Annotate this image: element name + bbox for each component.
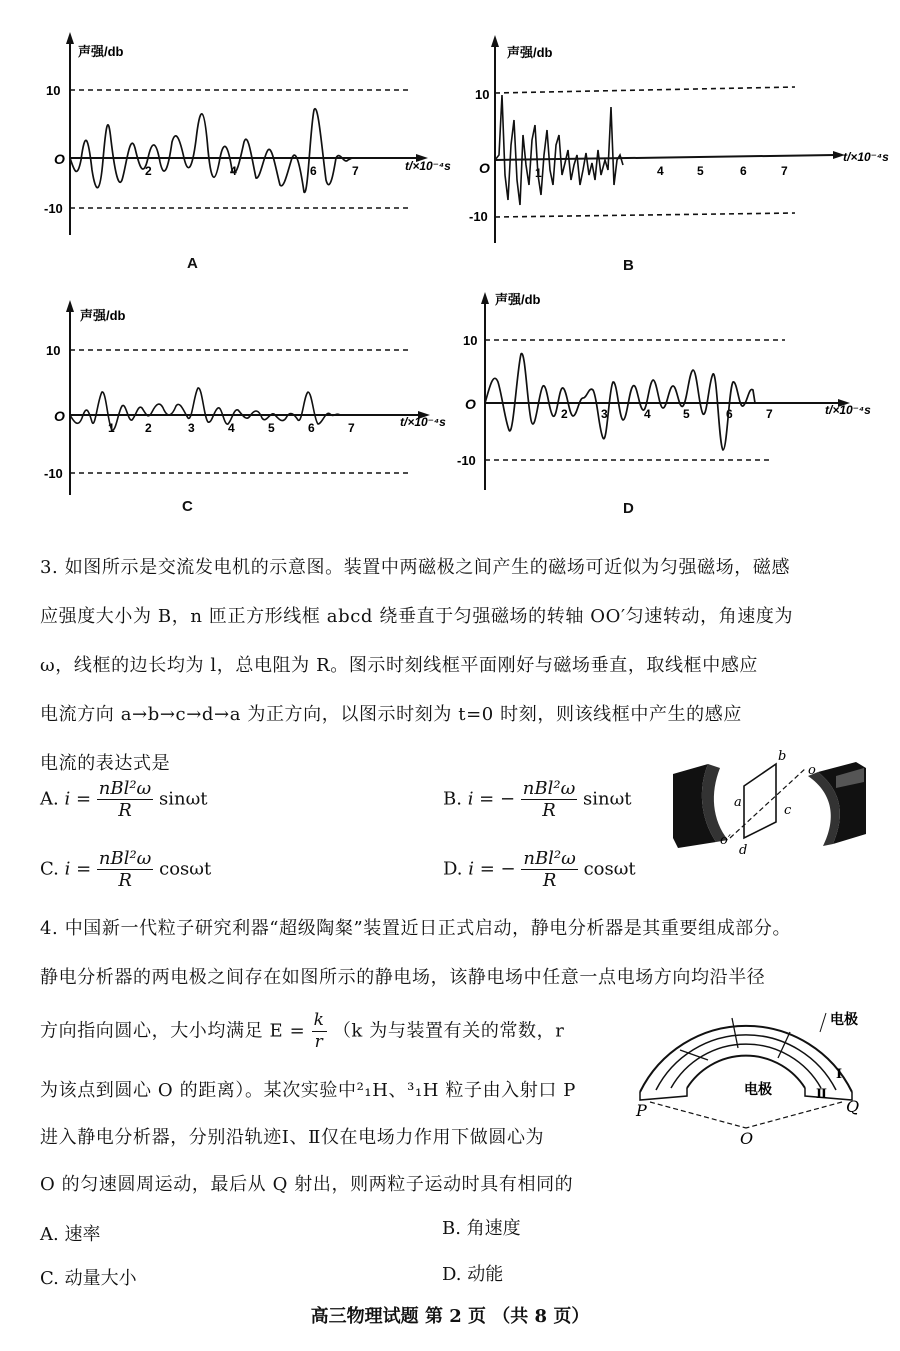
lhs: i = xyxy=(64,788,92,810)
tick-neg10: -10 xyxy=(457,453,476,468)
q4-line-1: 4. 中国新一代粒子研究利器“超级陶粲”装置近日正式启动，静电分析器是其重要组成部分。 xyxy=(40,918,792,939)
graph-label-d: D xyxy=(623,500,634,517)
lhs: i = xyxy=(64,858,92,880)
label-d: d xyxy=(739,843,748,858)
tick-10: 10 xyxy=(475,87,490,102)
trig: sinωt xyxy=(583,788,632,810)
option-letter: A. xyxy=(40,788,59,810)
graph-a xyxy=(40,30,460,270)
q4-option-a[interactable]: A. 速率 xyxy=(40,1224,101,1245)
graph-b-svg xyxy=(465,35,889,275)
graph-c xyxy=(40,300,460,540)
tick-10: 10 xyxy=(46,343,61,358)
tick-2: 2 xyxy=(145,164,152,178)
x-axis-label: t/×10⁻⁴s xyxy=(843,150,889,164)
option-letter: D. xyxy=(443,858,463,880)
tick-7: 7 xyxy=(352,164,359,178)
tick-neg10: -10 xyxy=(44,201,63,216)
numerator: nBl²ω xyxy=(98,778,152,799)
denominator: R xyxy=(118,870,132,891)
denominator: R xyxy=(118,800,132,821)
tick-6: 6 xyxy=(310,164,317,178)
fraction xyxy=(97,778,153,821)
label-b: b xyxy=(778,749,787,764)
tick-5: 5 xyxy=(697,164,704,178)
tick-3: 3 xyxy=(188,421,195,435)
trig: cosωt xyxy=(583,858,636,880)
graph-d-svg xyxy=(455,290,885,530)
tick-7: 7 xyxy=(766,407,773,421)
origin-label: O xyxy=(479,160,490,176)
label-o-prime: o′ xyxy=(720,833,731,848)
q4-option-b[interactable]: B. 角速度 xyxy=(442,1218,521,1239)
q4-line-4: 为该点到圆心 O 的距离）。某次实验中²₁H、³₁H 粒子由入射口 P xyxy=(40,1080,577,1101)
frac-den: r xyxy=(314,1032,324,1052)
origin-label: O xyxy=(465,396,476,412)
label-c: c xyxy=(784,803,792,818)
tick-5: 5 xyxy=(683,407,690,421)
label-o: o xyxy=(808,763,816,778)
tick-6: 6 xyxy=(740,164,747,178)
tick-4: 4 xyxy=(230,164,237,178)
graph-label-a: A xyxy=(187,255,198,272)
q4-option-c[interactable]: C. 动量大小 xyxy=(40,1268,137,1289)
label-a: a xyxy=(734,795,742,810)
tick-4: 4 xyxy=(644,407,651,421)
numerator: nBl²ω xyxy=(98,848,152,869)
waveform-a xyxy=(70,109,352,193)
q4-line-6: O 的匀速圆周运动，最后从 Q 射出，则两粒子运动时具有相同的 xyxy=(40,1174,574,1195)
q4-line-2: 静电分析器的两电极之间存在如图所示的静电场，该静电场中任意一点电场方向均沿半径 xyxy=(40,967,766,988)
q4-line-3-b: （k 为与装置有关的常数，r xyxy=(332,1020,565,1042)
tick-2: 2 xyxy=(561,407,568,421)
tick-3: 3 xyxy=(601,407,608,421)
graph-c-svg xyxy=(40,300,460,540)
q3-line-4: 电流方向 a→b→c→d→a 为正方向，以图示时刻为 t=0 时刻，则该线框中产生的感应 xyxy=(40,704,742,725)
q3-line-2: 应强度大小为 B，n 匝正方形线框 abcd 绕垂直于匀强磁场的转轴 OO′匀速转动，角速度为 xyxy=(40,606,794,627)
q4-line-5: 进入静电分析器，分别沿轨迹Ⅰ、Ⅱ仅在电场力作用下做圆心为 xyxy=(40,1127,545,1148)
option-letter: B. xyxy=(443,788,462,810)
tick-2: 2 xyxy=(145,421,152,435)
fraction xyxy=(521,848,577,891)
label-O: O xyxy=(740,1129,754,1148)
q3-stem xyxy=(40,543,870,788)
tick-7: 7 xyxy=(348,421,355,435)
waveform-d xyxy=(485,354,755,450)
trig: cosωt xyxy=(159,858,212,880)
page-footer: 高三物理试题 第 2 页 （共 8 页） xyxy=(310,1306,590,1327)
q3-option-a[interactable] xyxy=(40,778,207,821)
origin-label: O xyxy=(54,408,65,424)
x-axis-label: t/×10⁻⁴s xyxy=(400,415,446,429)
analyzer-figure xyxy=(630,1010,880,1150)
graph-b xyxy=(465,35,889,275)
waveform-c xyxy=(70,388,340,430)
tick-6: 6 xyxy=(308,421,315,435)
tick-10: 10 xyxy=(46,83,61,98)
waveform-b xyxy=(495,95,623,205)
y-axis-label: 声强/db xyxy=(507,45,553,60)
coil-abcd xyxy=(744,764,776,838)
graph-d xyxy=(455,290,885,530)
fraction xyxy=(521,778,577,821)
q3-line-5: 电流的表达式是 xyxy=(40,753,171,774)
q3-line-3: ω，线框的边长均为 l，总电阻为 R。图示时刻线框平面刚好与磁场垂直，取线框中感应 xyxy=(40,655,759,676)
electrode-outer-label: 电极 xyxy=(830,1012,858,1028)
graph-label-c: C xyxy=(182,498,193,515)
electrode-inner-label: 电极 xyxy=(744,1082,772,1098)
fraction-k-r xyxy=(312,1010,327,1053)
denominator: R xyxy=(542,870,557,891)
denominator: R xyxy=(542,800,556,821)
generator-figure xyxy=(668,749,873,858)
trig: sinωt xyxy=(158,788,208,810)
y-axis-label: 声强/db xyxy=(80,308,126,323)
numerator: nBl²ω xyxy=(522,778,576,799)
q3-line-1: 3. 如图所示是交流发电机的示意图。装置中两磁极之间产生的磁场可近似为匀强磁场，磁感 xyxy=(40,557,791,578)
y-axis-label: 声强/db xyxy=(78,44,124,59)
y-axis-label: 声强/db xyxy=(495,292,541,307)
tick-1: 1 xyxy=(108,421,115,435)
q3-option-d[interactable] xyxy=(443,848,636,891)
q3-option-c[interactable] xyxy=(40,848,211,891)
graph-a-svg xyxy=(40,30,460,270)
tick-4: 4 xyxy=(657,164,664,178)
graph-label-b: B xyxy=(623,257,634,274)
tick-neg10: -10 xyxy=(469,209,488,224)
q4-option-d[interactable]: D. 动能 xyxy=(442,1264,504,1285)
fraction xyxy=(97,848,153,891)
label-P: P xyxy=(636,1101,647,1120)
origin-label: O xyxy=(54,151,65,167)
tick-neg10: -10 xyxy=(44,466,63,481)
q4-line-3-a: 方向指向圆心，大小均满足 E = xyxy=(40,1020,306,1042)
numerator: nBl²ω xyxy=(523,848,576,869)
option-letter: C. xyxy=(40,858,59,880)
frac-num: k xyxy=(313,1010,325,1030)
x-axis-label: t/×10⁻⁴s xyxy=(405,159,451,173)
tick-1: 1 xyxy=(535,166,542,180)
tick-10: 10 xyxy=(463,333,478,348)
tick-4: 4 xyxy=(228,421,235,435)
x-axis-label: t/×10⁻⁴s xyxy=(825,403,871,417)
lhs: i = − xyxy=(468,858,516,880)
label-Q: Q xyxy=(846,1097,860,1116)
tick-7: 7 xyxy=(781,164,788,178)
tick-6: 6 xyxy=(726,407,733,421)
tick-5: 5 xyxy=(268,421,275,435)
q3-option-b[interactable] xyxy=(443,778,632,821)
lhs: i = − xyxy=(467,788,516,810)
track-1-label: Ⅰ xyxy=(836,1067,843,1082)
track-2-label: Ⅱ xyxy=(816,1087,827,1102)
